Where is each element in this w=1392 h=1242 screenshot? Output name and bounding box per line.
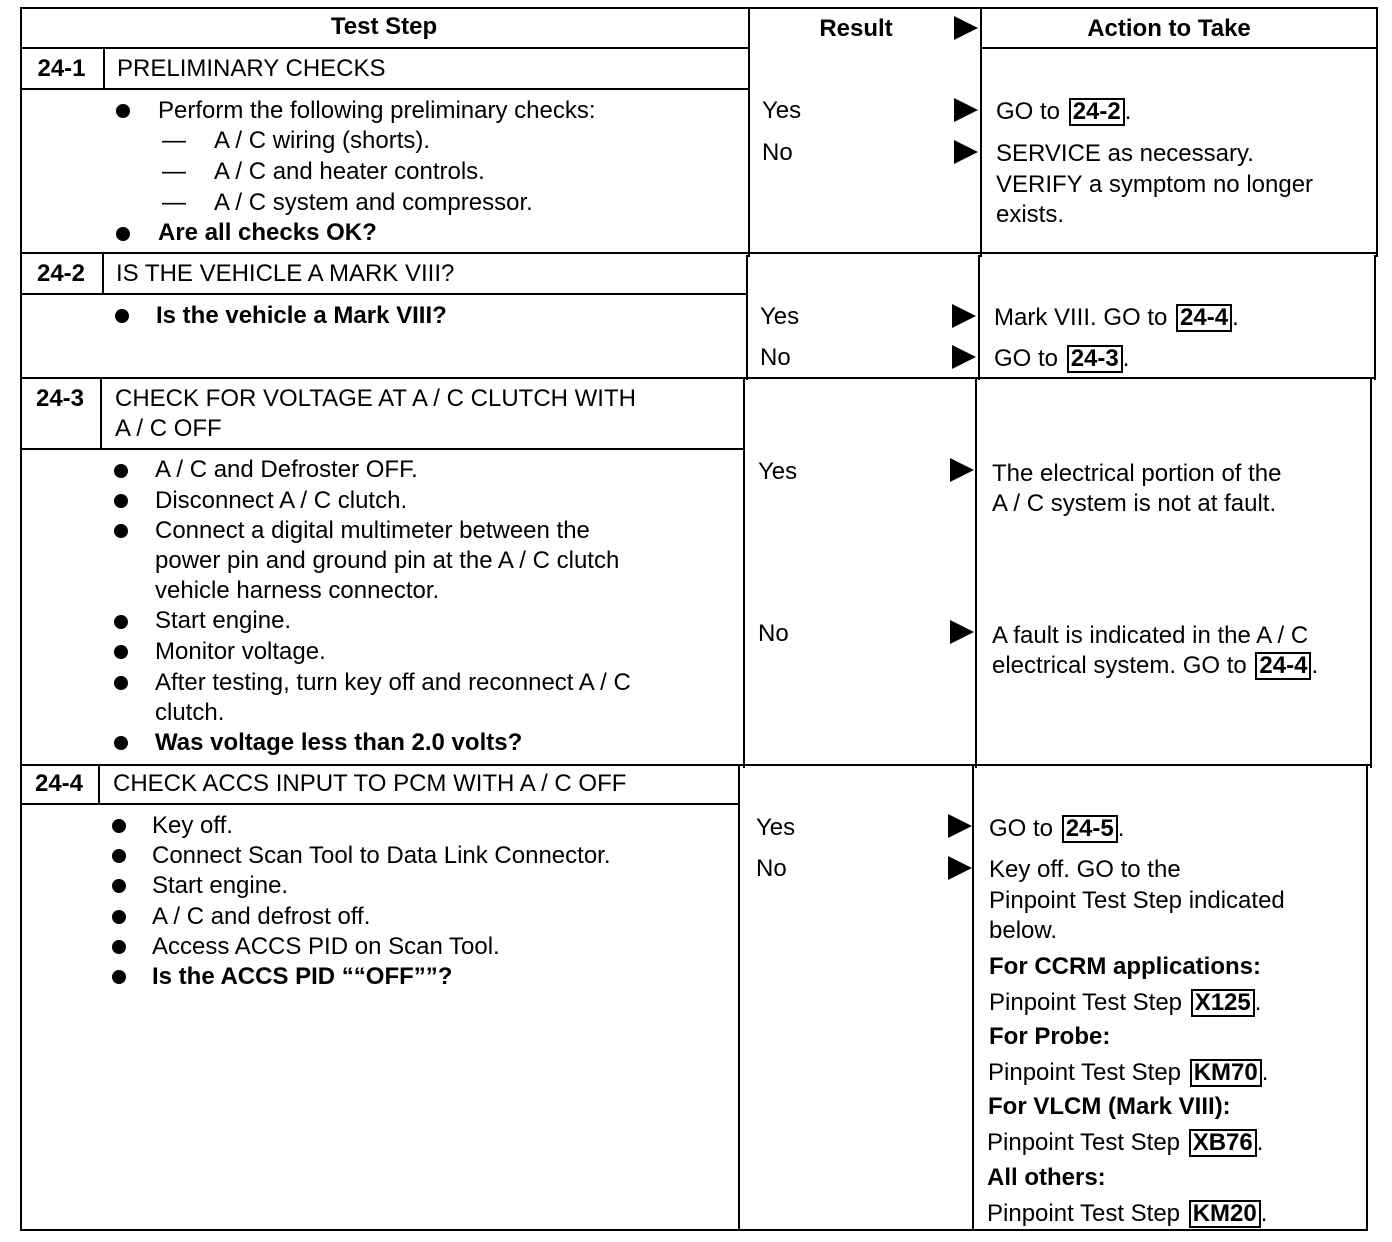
bullet-icon <box>116 104 130 118</box>
action-no-line: VERIFY a symptom no longer <box>996 171 1314 198</box>
sub-item: A / C and heater controls. <box>214 158 485 185</box>
header-action: Action to Take <box>1087 15 1251 42</box>
bullet-icon <box>114 494 128 508</box>
step-item: power pin and ground pin at the A / C clutch <box>155 547 620 574</box>
step-ref-link[interactable]: 24-4 <box>1176 304 1232 332</box>
action-no-line: exists. <box>996 201 1065 228</box>
step-ref-link[interactable]: X125 <box>1191 989 1255 1017</box>
step-item: vehicle harness connector. <box>155 577 440 604</box>
action-punct: . <box>1117 815 1125 842</box>
result-yes: Yes <box>758 458 798 485</box>
action-no-line: below. <box>989 917 1058 944</box>
sub-item: A / C wiring (shorts). <box>214 127 431 154</box>
step-item: Access ACCS PID on Scan Tool. <box>152 933 500 960</box>
bullet-icon <box>114 464 128 478</box>
header-result: Result <box>819 15 893 42</box>
step-id: 24-1 <box>37 55 86 82</box>
application-label: For VLCM (Mark VIII): <box>988 1093 1231 1120</box>
result-no: No <box>758 620 789 647</box>
step-item: Perform the following preliminary checks: <box>158 97 596 124</box>
header-test-step: Test Step <box>330 13 438 40</box>
action-punct: . <box>1256 1129 1264 1156</box>
action-text: GO to <box>989 815 1054 842</box>
step-item: After testing, turn key off and reconnect A / C <box>155 669 631 696</box>
step-ref-link[interactable]: 24-3 <box>1067 345 1123 373</box>
arrow-icon <box>950 620 974 644</box>
dash-icon: — <box>162 189 186 216</box>
action-yes <box>989 814 1124 844</box>
step-item: Disconnect A / C clutch. <box>155 487 408 514</box>
action-punct: . <box>1311 652 1319 679</box>
action-text: GO to <box>994 345 1059 372</box>
application-step <box>988 1058 1268 1088</box>
action-text: Pinpoint Test Step <box>989 989 1183 1016</box>
bullet-icon <box>114 736 128 750</box>
bullet-icon <box>114 645 128 659</box>
action-yes <box>994 303 1239 333</box>
dash-icon: — <box>162 127 186 154</box>
step-item: Monitor voltage. <box>155 638 326 665</box>
action-text: Pinpoint Test Step <box>987 1129 1181 1156</box>
step-item: A / C and Defroster OFF. <box>155 456 418 483</box>
result-no: No <box>762 139 793 166</box>
action-no-line <box>992 651 1318 681</box>
step-ref-link[interactable]: XB76 <box>1189 1129 1257 1157</box>
step-item: Connect Scan Tool to Data Link Connector. <box>152 842 611 869</box>
dash-icon: — <box>162 158 186 185</box>
result-yes: Yes <box>756 814 796 841</box>
step-id: 24-3 <box>35 385 85 412</box>
action-punct: . <box>1254 989 1262 1016</box>
action-no-line: Pinpoint Test Step indicated <box>989 887 1285 914</box>
arrow-icon <box>952 304 976 328</box>
bullet-icon <box>112 879 126 893</box>
application-label: All others: <box>987 1164 1106 1191</box>
action-punct: . <box>1124 98 1132 125</box>
application-step <box>987 1199 1267 1229</box>
application-step <box>989 988 1261 1018</box>
action-punct: . <box>1232 304 1239 331</box>
step-title: IS THE VEHICLE A MARK VIII? <box>116 260 455 287</box>
step-ref-link[interactable]: 24-2 <box>1069 98 1125 126</box>
result-no: No <box>756 855 787 882</box>
result-yes: Yes <box>762 97 802 124</box>
sub-item: A / C system and compressor. <box>214 189 533 216</box>
arrow-icon <box>952 345 976 369</box>
arrow-icon <box>948 856 972 880</box>
bullet-icon <box>112 970 126 984</box>
bullet-icon <box>112 940 126 954</box>
action-punct: . <box>1260 1200 1268 1227</box>
bullet-icon <box>112 849 126 863</box>
step-item: Start engine. <box>152 872 289 899</box>
header-arrow-icon <box>954 16 978 40</box>
action-punct: . <box>1261 1059 1269 1086</box>
action-text: Mark VIII. GO to <box>994 304 1168 331</box>
action-yes-line: The electrical portion of the <box>992 460 1282 487</box>
step-title: PRELIMINARY CHECKS <box>117 55 386 82</box>
step-item: Connect a digital multimeter between the <box>155 517 590 544</box>
step-question: Are all checks OK? <box>158 219 377 246</box>
step-item: Key off. <box>152 812 233 839</box>
step-id: 24-2 <box>36 260 86 287</box>
action-punct: . <box>1122 345 1130 372</box>
action-yes <box>996 97 1131 127</box>
step-ref-link[interactable]: 24-5 <box>1062 815 1118 843</box>
bullet-icon <box>115 309 129 323</box>
action-text: electrical system. GO to <box>992 652 1247 679</box>
step-question: Is the vehicle a Mark VIII? <box>156 302 447 329</box>
action-text: GO to <box>996 98 1061 125</box>
action-no-line: A fault is indicated in the A / C <box>992 622 1309 649</box>
action-yes-line: A / C system is not at fault. <box>992 490 1277 517</box>
bullet-icon <box>114 615 128 629</box>
arrow-icon <box>950 458 974 482</box>
arrow-icon <box>948 814 972 838</box>
result-no: No <box>760 344 791 371</box>
bullet-icon <box>114 524 128 538</box>
step-title: CHECK FOR VOLTAGE AT A / C CLUTCH WITH <box>115 385 636 412</box>
step-title: CHECK ACCS INPUT TO PCM WITH A / C OFF <box>113 770 627 797</box>
step-ref-link[interactable]: KM70 <box>1190 1059 1262 1087</box>
action-no <box>994 344 1129 374</box>
action-no-line: SERVICE as necessary. <box>996 140 1254 167</box>
application-step <box>987 1128 1263 1158</box>
application-label: For CCRM applications: <box>989 953 1262 980</box>
action-no-line: Key off. GO to the <box>989 856 1181 883</box>
application-label: For Probe: <box>989 1023 1111 1050</box>
bullet-icon <box>112 910 126 924</box>
step-question: Is the ACCS PID ““OFF””? <box>152 963 453 990</box>
step-id: 24-4 <box>34 770 84 797</box>
step-item: A / C and defrost off. <box>152 903 371 930</box>
step-ref-link[interactable]: 24-4 <box>1255 652 1311 680</box>
result-yes: Yes <box>760 303 800 330</box>
step-item: clutch. <box>155 699 225 726</box>
step-item: Start engine. <box>155 607 292 634</box>
arrow-icon <box>954 140 978 164</box>
step-question: Was voltage less than 2.0 volts? <box>155 729 523 756</box>
action-text: Pinpoint Test Step <box>988 1059 1182 1086</box>
bullet-icon <box>112 819 126 833</box>
bullet-icon <box>114 676 128 690</box>
action-text: Pinpoint Test Step <box>987 1200 1181 1227</box>
step-ref-link[interactable]: KM20 <box>1189 1200 1261 1228</box>
arrow-icon <box>954 98 978 122</box>
step-title: A / C OFF <box>115 415 222 442</box>
bullet-icon <box>116 227 130 241</box>
